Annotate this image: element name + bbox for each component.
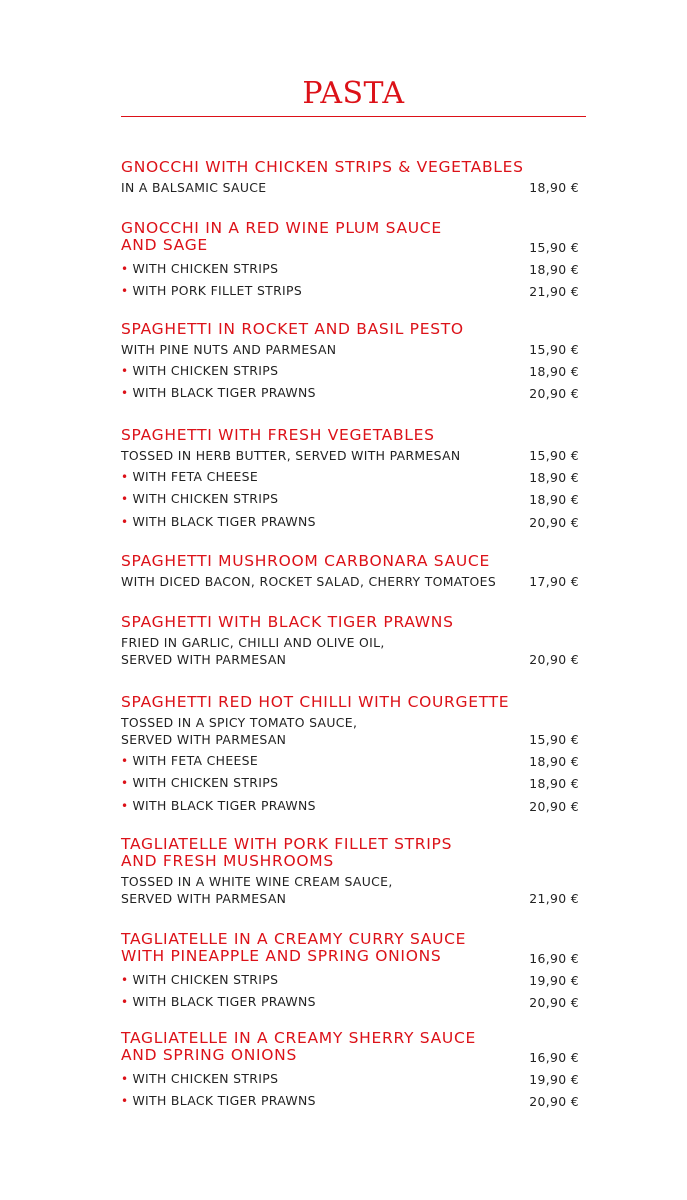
option-row — [121, 468, 579, 486]
price: 21,90 € — [529, 284, 579, 300]
bullet-icon: • — [121, 514, 129, 529]
row-text: WITH FETA CHEESE — [132, 469, 259, 485]
dish-name: SPAGHETTI WITH BLACK TIGER PRAWNS — [121, 613, 454, 631]
row-label — [121, 1092, 316, 1110]
menu-item — [121, 159, 579, 196]
row-label — [121, 873, 393, 907]
bullet-icon: • — [121, 776, 129, 791]
dish-name: GNOCCHI WITH CHICKEN STRIPS & VEGETABLES — [121, 158, 524, 176]
row-label — [121, 714, 357, 748]
row-label — [121, 774, 278, 792]
description-row — [121, 447, 579, 464]
row-text: TOSSED IN A SPICY TOMATO SAUCE, SERVED WITH PARMESAN — [121, 715, 358, 747]
row-text: IN A BALSAMIC SAUCE — [121, 180, 267, 195]
description-row — [121, 179, 579, 196]
row-label — [121, 490, 278, 508]
bullet-icon: • — [121, 995, 129, 1010]
option-row — [121, 490, 579, 508]
menu-item — [121, 1030, 579, 1110]
bullet-icon: • — [121, 754, 129, 769]
option-row — [121, 282, 579, 300]
row-text: WITH PORK FILLET STRIPS — [132, 283, 303, 299]
row-label — [121, 341, 336, 358]
row-text: WITH DICED BACON, ROCKET SALAD, CHERRY TOMATOES — [121, 574, 497, 589]
row-text: WITH CHICKEN STRIPS — [132, 972, 279, 988]
bullet-icon: • — [121, 470, 129, 485]
price: 15,90 € — [529, 732, 579, 747]
dish-name: SPAGHETTI WITH FRESH VEGETABLES — [121, 426, 435, 444]
row-text: TOSSED IN A WHITE WINE CREAM SAUCE, SERVED WITH PARMESAN — [121, 874, 393, 906]
row-text: WITH BLACK TIGER PRAWNS — [132, 1093, 316, 1109]
dish-options — [121, 447, 579, 531]
dish-name: GNOCCHI IN A RED WINE PLUM SAUCE AND SAGE — [121, 219, 442, 254]
row-label — [121, 1070, 278, 1088]
row-label — [121, 634, 385, 668]
price: 20,90 € — [529, 1094, 579, 1110]
price: 19,90 € — [529, 1072, 579, 1088]
option-row — [121, 993, 579, 1011]
dish-name: TAGLIATELLE IN A CREAMY CURRY SAUCE WITH PINEAPPLE AND SPRING ONIONS — [121, 930, 467, 965]
base-price: 16,90 € — [529, 951, 579, 966]
bullet-icon: • — [121, 973, 129, 988]
description-row — [121, 634, 579, 668]
dish-options — [121, 714, 579, 815]
price: 20,90 € — [529, 514, 579, 530]
option-row — [121, 971, 579, 989]
row-label — [121, 468, 258, 486]
price: 21,90 € — [529, 891, 579, 906]
row-text: WITH BLACK TIGER PRAWNS — [132, 385, 316, 401]
bullet-icon: • — [121, 1072, 129, 1087]
price: 15,90 € — [529, 342, 579, 357]
price: 17,90 € — [529, 574, 579, 589]
price: 20,90 € — [529, 798, 579, 814]
row-label — [121, 513, 316, 531]
price: 18,90 € — [529, 180, 579, 195]
row-text: WITH BLACK TIGER PRAWNS — [132, 994, 316, 1010]
row-label — [121, 971, 278, 989]
title-divider — [121, 116, 586, 117]
option-row — [121, 384, 579, 402]
row-text: WITH CHICKEN STRIPS — [132, 775, 279, 791]
option-row — [121, 752, 579, 770]
menu-item — [121, 553, 579, 590]
description-row — [121, 573, 579, 590]
row-label — [121, 447, 461, 464]
description-row — [121, 714, 579, 748]
dish-options — [121, 573, 579, 590]
price: 18,90 € — [529, 262, 579, 278]
price: 19,90 € — [529, 973, 579, 989]
row-text: FRIED IN GARLIC, CHILLI AND OLIVE OIL, SERVED WITH PARMESAN — [121, 635, 385, 667]
option-row — [121, 513, 579, 531]
option-row — [121, 362, 579, 380]
price: 18,90 € — [529, 754, 579, 770]
row-text: TOSSED IN HERB BUTTER, SERVED WITH PARMESAN — [121, 448, 461, 463]
price: 20,90 € — [529, 652, 579, 667]
row-label — [121, 993, 316, 1011]
menu-item — [121, 321, 579, 402]
price: 18,90 € — [529, 470, 579, 486]
dish-name: SPAGHETTI IN ROCKET AND BASIL PESTO — [121, 320, 464, 338]
row-label — [121, 573, 496, 590]
menu-item — [121, 614, 579, 668]
dish-name: SPAGHETTI RED HOT CHILLI WITH COURGETTE — [121, 693, 510, 711]
row-label — [121, 384, 316, 402]
menu-item — [121, 220, 579, 300]
dish-options — [121, 179, 579, 196]
bullet-icon: • — [121, 492, 129, 507]
bullet-icon: • — [121, 262, 129, 277]
row-label — [121, 260, 278, 278]
row-text: WITH CHICKEN STRIPS — [132, 491, 279, 507]
row-label — [121, 282, 302, 300]
menu-item — [121, 694, 579, 815]
dish-name: SPAGHETTI MUSHROOM CARBONARA SAUCE — [121, 552, 490, 570]
base-price: 15,90 € — [529, 240, 579, 255]
row-text: WITH BLACK TIGER PRAWNS — [132, 797, 316, 813]
row-text: WITH CHICKEN STRIPS — [132, 363, 279, 379]
price: 15,90 € — [529, 448, 579, 463]
menu-item — [121, 836, 579, 907]
row-text: WITH FETA CHEESE — [132, 753, 259, 769]
dish-name: TAGLIATELLE IN A CREAMY SHERRY SAUCE AND SPRING ONIONS — [121, 1029, 476, 1064]
dish-options — [121, 341, 579, 402]
menu-item — [121, 931, 579, 1011]
bullet-icon: • — [121, 284, 129, 299]
bullet-icon: • — [121, 1094, 129, 1109]
bullet-icon: • — [121, 386, 129, 401]
description-row — [121, 873, 579, 907]
row-text: WITH PINE NUTS AND PARMESAN — [121, 342, 337, 357]
base-price: 16,90 € — [529, 1050, 579, 1065]
price: 18,90 € — [529, 364, 579, 380]
page-title: PASTA — [302, 76, 405, 111]
dish-name: TAGLIATELLE WITH PORK FILLET STRIPS AND FRESH MUSHROOMS — [121, 835, 453, 870]
dish-options — [121, 873, 579, 907]
option-row — [121, 797, 579, 815]
bullet-icon: • — [121, 364, 129, 379]
row-label — [121, 752, 258, 770]
option-row — [121, 1070, 579, 1088]
price: 20,90 € — [529, 995, 579, 1011]
row-label — [121, 179, 266, 196]
option-row — [121, 1092, 579, 1110]
row-label — [121, 797, 316, 815]
bullet-icon: • — [121, 798, 129, 813]
row-text: WITH CHICKEN STRIPS — [132, 1071, 279, 1087]
price: 20,90 € — [529, 386, 579, 402]
row-label — [121, 362, 278, 380]
description-row — [121, 341, 579, 358]
price: 18,90 € — [529, 776, 579, 792]
menu-item — [121, 427, 579, 531]
option-row — [121, 260, 579, 278]
option-row — [121, 774, 579, 792]
row-text: WITH CHICKEN STRIPS — [132, 261, 279, 277]
dish-options — [121, 634, 579, 668]
row-text: WITH BLACK TIGER PRAWNS — [132, 513, 316, 529]
price: 18,90 € — [529, 492, 579, 508]
